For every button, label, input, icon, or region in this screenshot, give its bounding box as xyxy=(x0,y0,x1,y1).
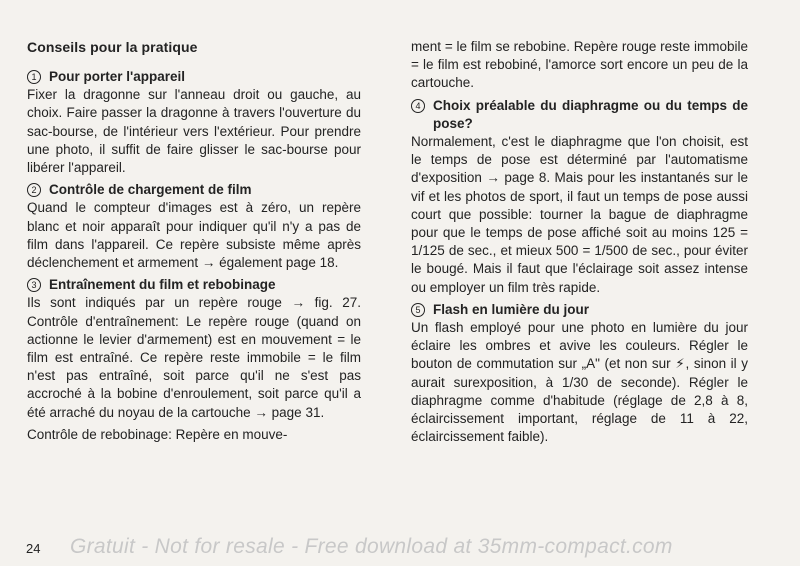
section-heading xyxy=(27,68,361,86)
section-1 xyxy=(27,68,361,177)
section-number-circle: 5 xyxy=(411,303,425,317)
section-heading xyxy=(27,276,361,294)
section-heading-text: Pour porter l'appareil xyxy=(49,69,185,84)
section-heading xyxy=(411,301,748,319)
section-heading-text: Entraînement du film et rebobinage xyxy=(49,277,276,293)
section-paragraph: Un flash employé pour une photo en lumière du jour éclaire les ombres et avive les couleurs. Régler le bouton de commutation sur „A" (et non sur ⚡, sinon il y aurait surexposition, à 1/30 de seconde). Régler le diaphragme comme d'habitude (réglage de 2,8 à 8, éclaircissement important, réglage de 11 à 22, éclaircissement faible). xyxy=(411,320,748,445)
section-5 xyxy=(411,301,748,447)
section-paragraph: Contrôle de rebobinage: Repère en mouve- xyxy=(27,426,288,442)
right-column xyxy=(411,38,748,450)
section-heading-text: Flash en lumière du jour xyxy=(433,301,590,317)
section-3 xyxy=(27,276,361,444)
section-4 xyxy=(411,97,748,297)
section-paragraph: Fixer la dragonne sur l'anneau droit ou gauche, au choix. Faire passer la dragonne à travers l'ouverture du sac-bourse, de l'intérieur vers l'extérieur. Pour prendre une photo, il suffit de faire glisser le sac-bourse pour libérer l'appareil. xyxy=(27,87,361,176)
section-number-circle: 1 xyxy=(27,70,41,84)
section-heading-text: Choix préalable du diaphragme ou du temps de pose? xyxy=(433,97,748,131)
section-paragraph: Quand le compteur d'images est à zéro, un repère blanc et noir apparaît pour indiquer qu'il n'y a pas de film dans l'appareil. Ce repère subsiste même après déclenchement et armement → également page 18. xyxy=(27,200,361,271)
section-heading xyxy=(411,97,748,133)
section-number-circle: 4 xyxy=(411,99,425,113)
watermark: Gratuit - Not for resale - Free download at 35mm-compact.com xyxy=(70,535,673,558)
section-number-circle: 3 xyxy=(27,278,41,292)
left-column xyxy=(27,38,361,444)
page-number: 24 xyxy=(26,541,41,556)
section-heading-text: Contrôle de chargement de film xyxy=(49,182,252,198)
section-number-circle: 2 xyxy=(27,183,41,197)
section-paragraph: Normalement, c'est le diaphragme que l'on choisit, est le temps de pose est déterminé par l'automatisme d'exposition → page 8. Mais pour les instantanés sur le vif et les photos de sport, il faut un temps de pose aussi court que possible: tourner la bague de diaphragme pour que le temps de pose affiché soit au moins 125 = 1/125 de sec., et mieux 500 = 1/500 de sec., pour éviter le bougé. Mais il faut que l'éclairage soit assez intense ou employer un film très rapide. xyxy=(411,134,748,295)
section-paragraph: Ils sont indiqués par un repère rouge → fig. 27. Contrôle d'entraînement: Le repère rouge (quand on actionne le levier d'armement) est en mouvement = le film est entraîné. Ce repère reste immobile = le film n'est pas entraîné, soit parce qu'il ne s'est pas accroché à la bobine d'enroulement, soit parce qu'il a été arraché du noyau de la cartouche → page 31. xyxy=(27,295,361,420)
section-2 xyxy=(27,181,361,272)
section-heading xyxy=(27,181,361,199)
page-title: Conseils pour la pratique xyxy=(27,39,198,55)
section-paragraph-continued: ment = le film se rebobine. Repère rouge reste immobile = le film est rebobiné, l'amorce sort encore un peu de la cartouche. xyxy=(411,39,748,91)
